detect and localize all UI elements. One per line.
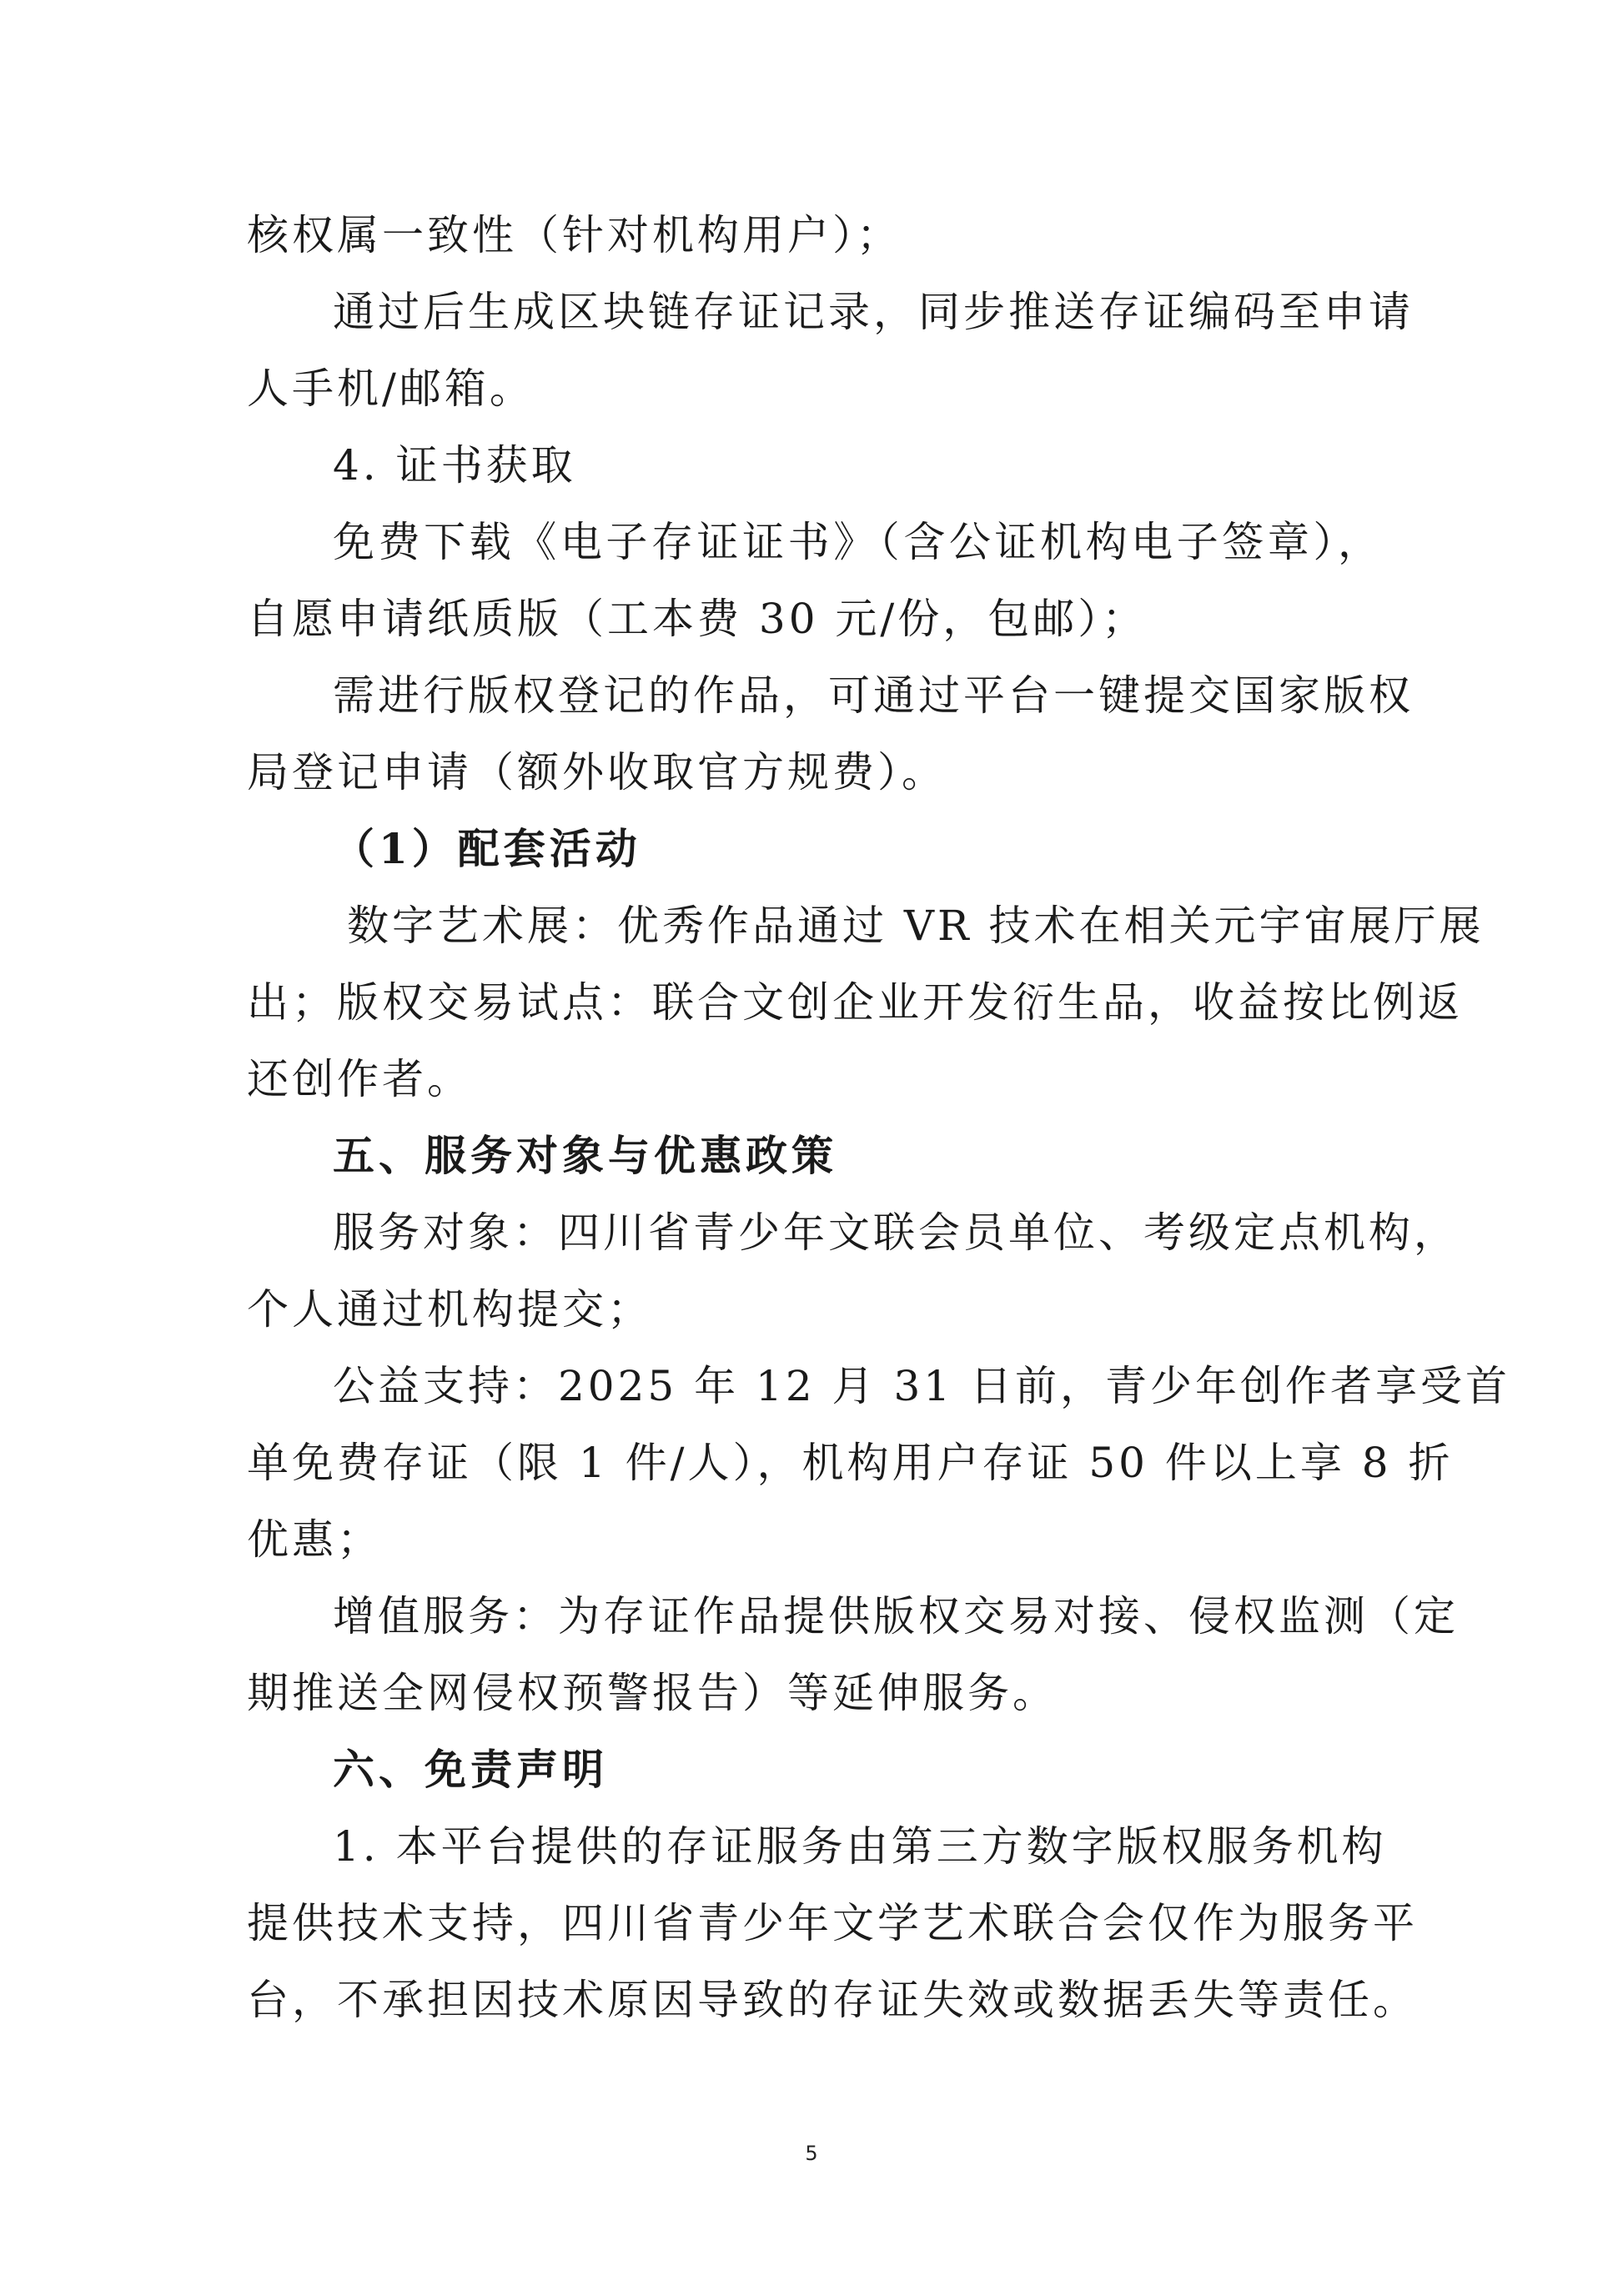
- paragraph-line: 免费下载《电子存证证书》（含公证机构电子签章），: [333, 518, 1383, 566]
- paragraph-line: 优惠；: [247, 1515, 382, 1564]
- paragraph-line: 人手机/邮箱。: [247, 364, 535, 413]
- paragraph-line: 台，不承担因技术原因导致的存证失效或数据丢失等责任。: [247, 1976, 1418, 2024]
- paragraph-line: 出；版权交易试点：联合文创企业开发衍生品，收益按比例返: [247, 978, 1463, 1027]
- paragraph-line: 核权属一致性（针对机构用户）；: [247, 211, 902, 259]
- paragraph-line: 需进行版权登记的作品，可通过平台一键提交国家版权: [333, 671, 1414, 720]
- paragraph-line: 局登记申请（额外收取官方规费）。: [247, 748, 947, 796]
- paragraph-line: 期推送全网侵权预警报告）等延伸服务。: [247, 1669, 1058, 1717]
- paragraph-line: 提供技术支持，四川省青少年文学艺术联合会仅作为服务平: [247, 1899, 1418, 1947]
- paragraph-line: 还创作者。: [247, 1055, 472, 1103]
- page-number: 5: [805, 2142, 818, 2165]
- section-heading: 六、免责声明: [333, 1745, 608, 1794]
- paragraph-line: 增值服务：为存证作品提供版权交易对接、侵权监测（定: [333, 1592, 1459, 1640]
- section-item-title: 4. 证书获取: [333, 441, 576, 490]
- paragraph-line: 单免费存证（限 1 件/人），机构用户存证 50 件以上享 8 折: [247, 1439, 1454, 1487]
- paragraph-line: 通过后生成区块链存证记录，同步推送存证编码至申请: [333, 288, 1414, 336]
- paragraph-line: 个人通过机构提交；: [247, 1285, 652, 1334]
- document-body: [247, 197, 1510, 2038]
- paragraph-line: 公益支持：2025 年 12 月 31 日前，青少年创作者享受首: [333, 1362, 1510, 1410]
- paragraph-line: 自愿申请纸质版（工本费 30 元/份，包邮）；: [247, 595, 1148, 643]
- section-heading: 五、服务对象与优惠政策: [333, 1131, 837, 1180]
- paragraph-line: 1. 本平台提供的存证服务由第三方数字版权服务机构: [333, 1822, 1387, 1871]
- paragraph-line: 服务对象：四川省青少年文联会员单位、考级定点机构，: [333, 1208, 1459, 1257]
- subsection-heading: （1）配套活动: [333, 824, 641, 873]
- paragraph-line: 数字艺术展：优秀作品通过 VR 技术在相关元宇宙展厅展: [347, 902, 1485, 950]
